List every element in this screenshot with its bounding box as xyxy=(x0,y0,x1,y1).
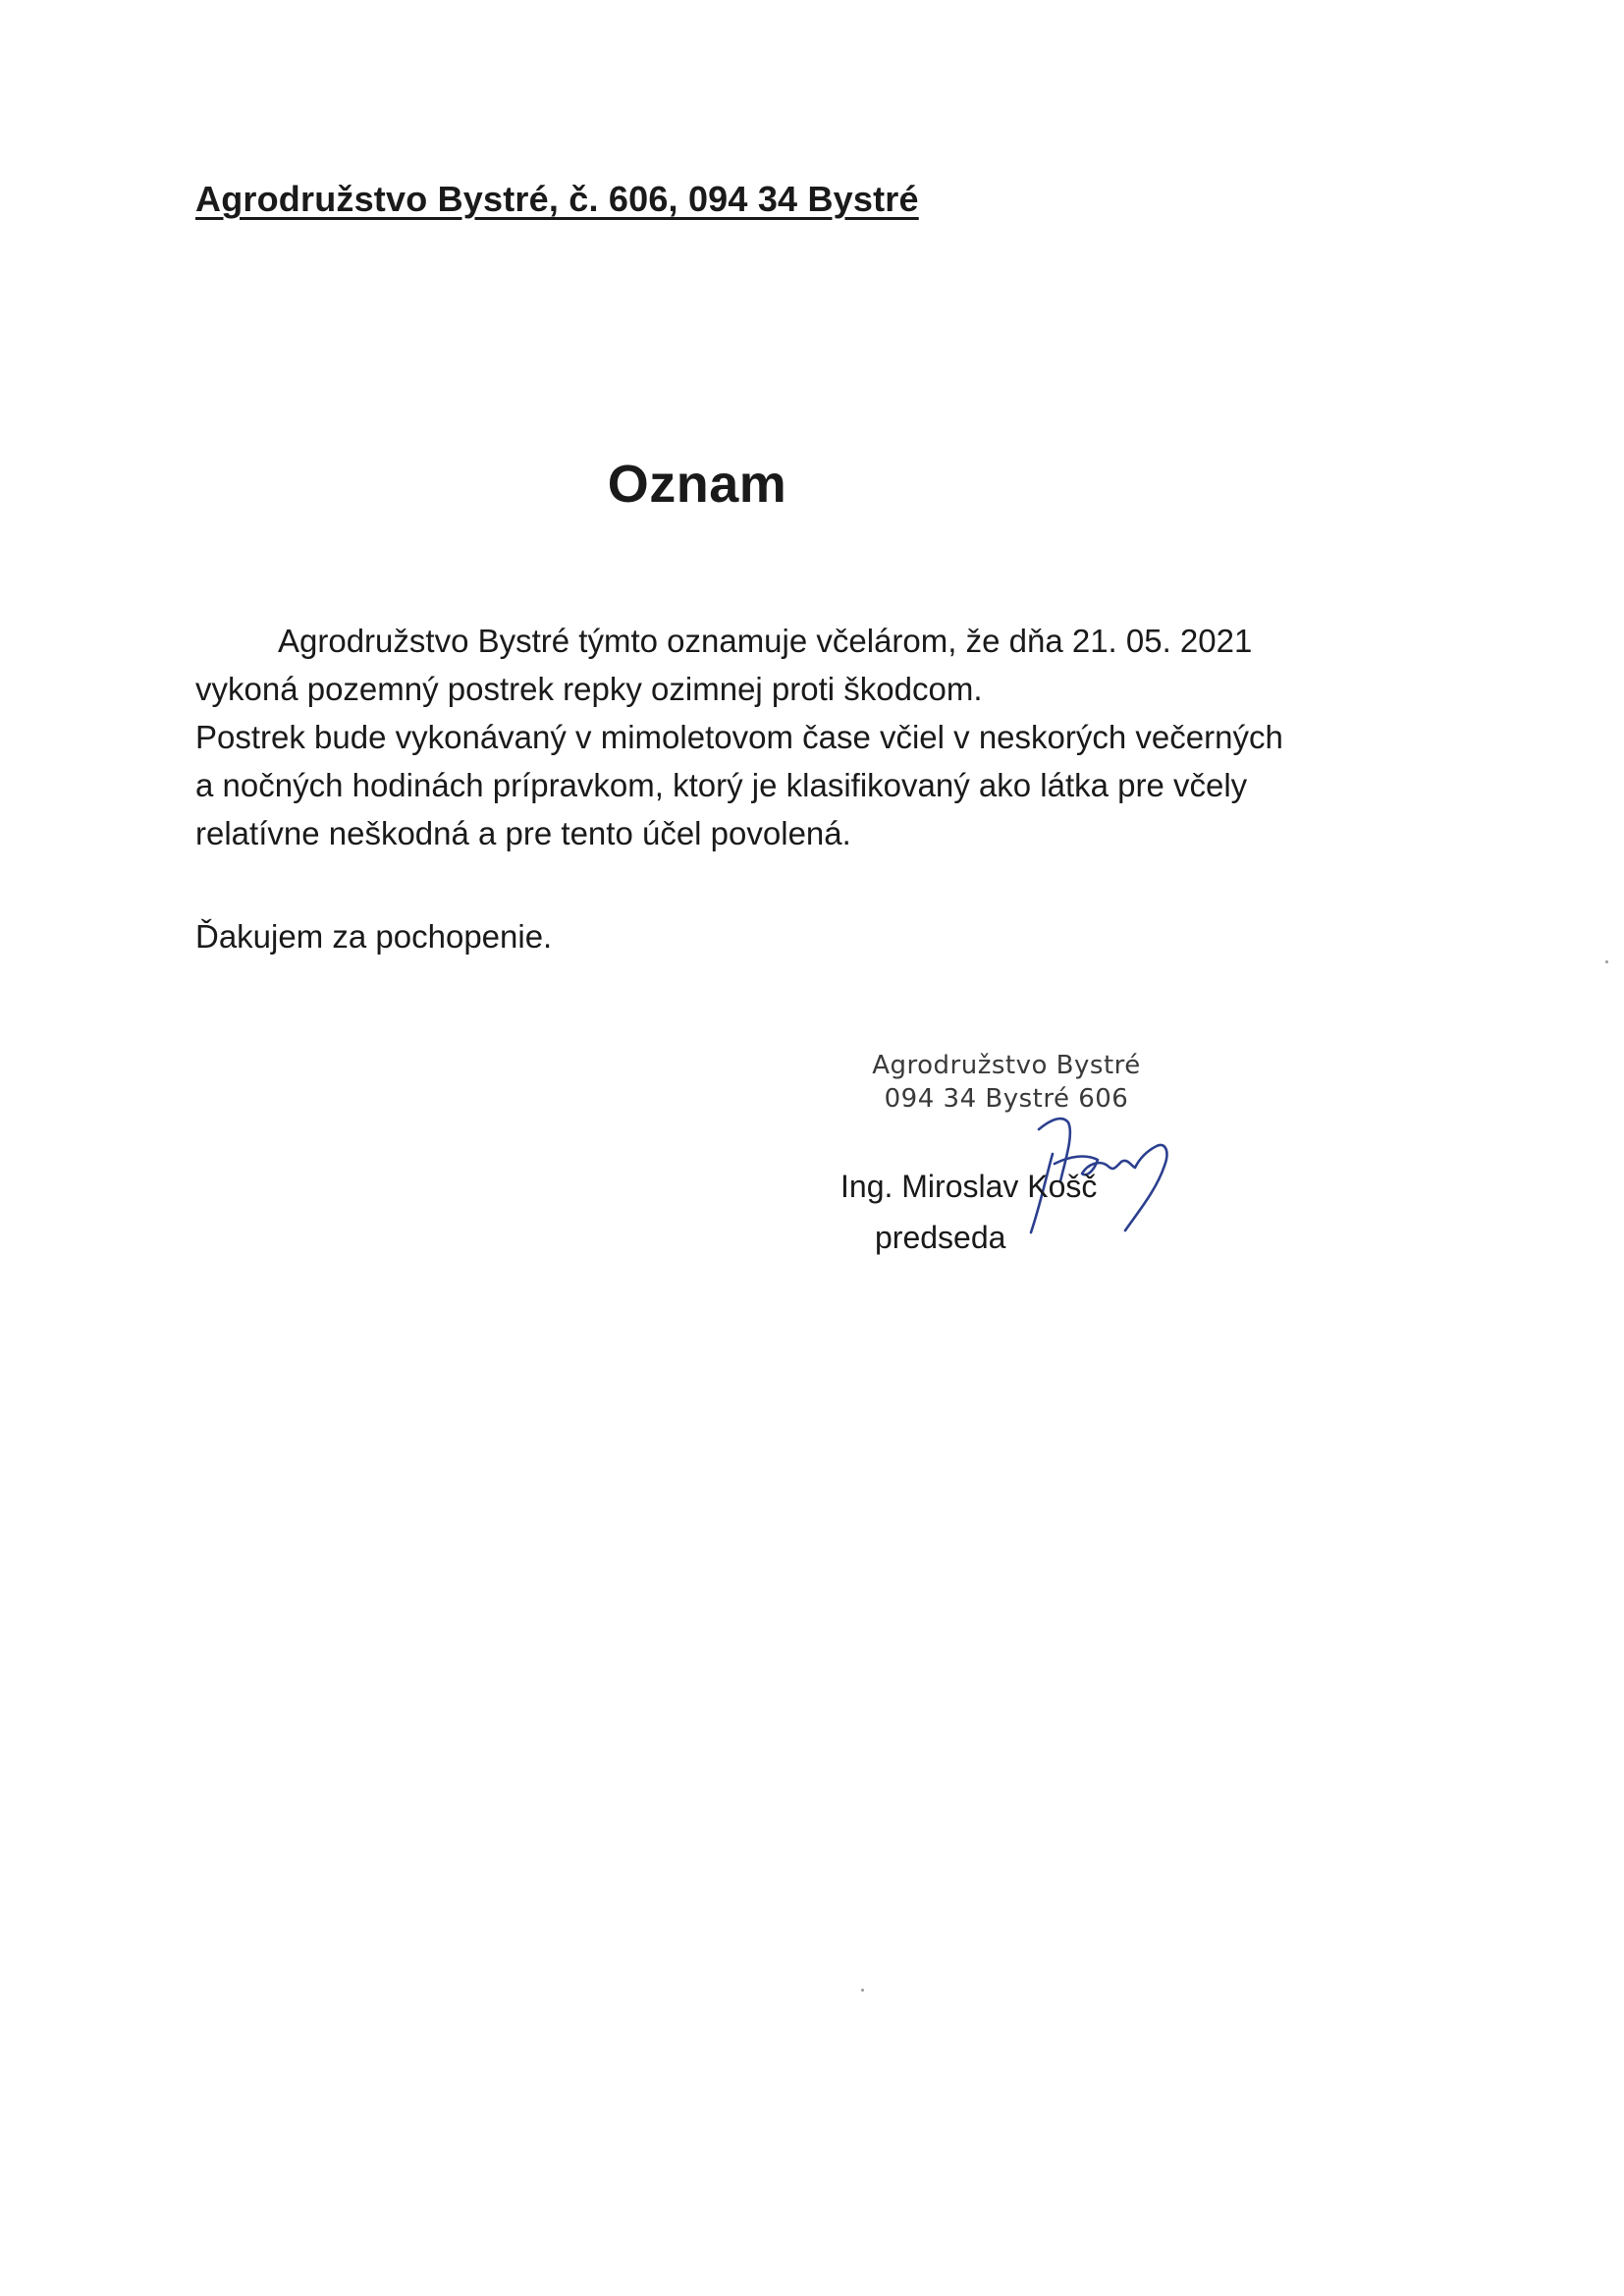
stamp-line-2: 094 34 Bystré 606 xyxy=(884,1084,1129,1114)
scan-speck xyxy=(1605,960,1608,963)
closing-line: Ďakujem za pochopenie. xyxy=(195,918,553,955)
body-line-5: relatívne neškodná a pre tento účel povolená. xyxy=(195,815,851,851)
body-line-3: Postrek bude vykonávaný v mimoletovom čase včiel v neskorých večerných xyxy=(195,719,1283,755)
document-title: Oznam xyxy=(607,455,787,514)
body-line-2: vykoná pozemný postrek repky ozimnej proti škodcom. xyxy=(195,671,983,707)
scan-speck xyxy=(861,1989,864,1992)
body-line-4: a nočných hodinách prípravkom, ktorý je klasifikovaný ako látka pre včely xyxy=(195,767,1248,803)
body-line-1: Agrodružstvo Bystré týmto oznamuje včelárom, že dňa 21. 05. 2021 xyxy=(278,623,1253,659)
stamp-line-1: Agrodružstvo Bystré xyxy=(872,1051,1141,1080)
letterhead: Agrodružstvo Bystré, č. 606, 094 34 Bystré xyxy=(195,179,919,219)
notice-body xyxy=(195,617,1433,857)
signer-role: predseda xyxy=(875,1220,1006,1255)
signer-name: Ing. Miroslav Košč xyxy=(840,1169,1098,1204)
